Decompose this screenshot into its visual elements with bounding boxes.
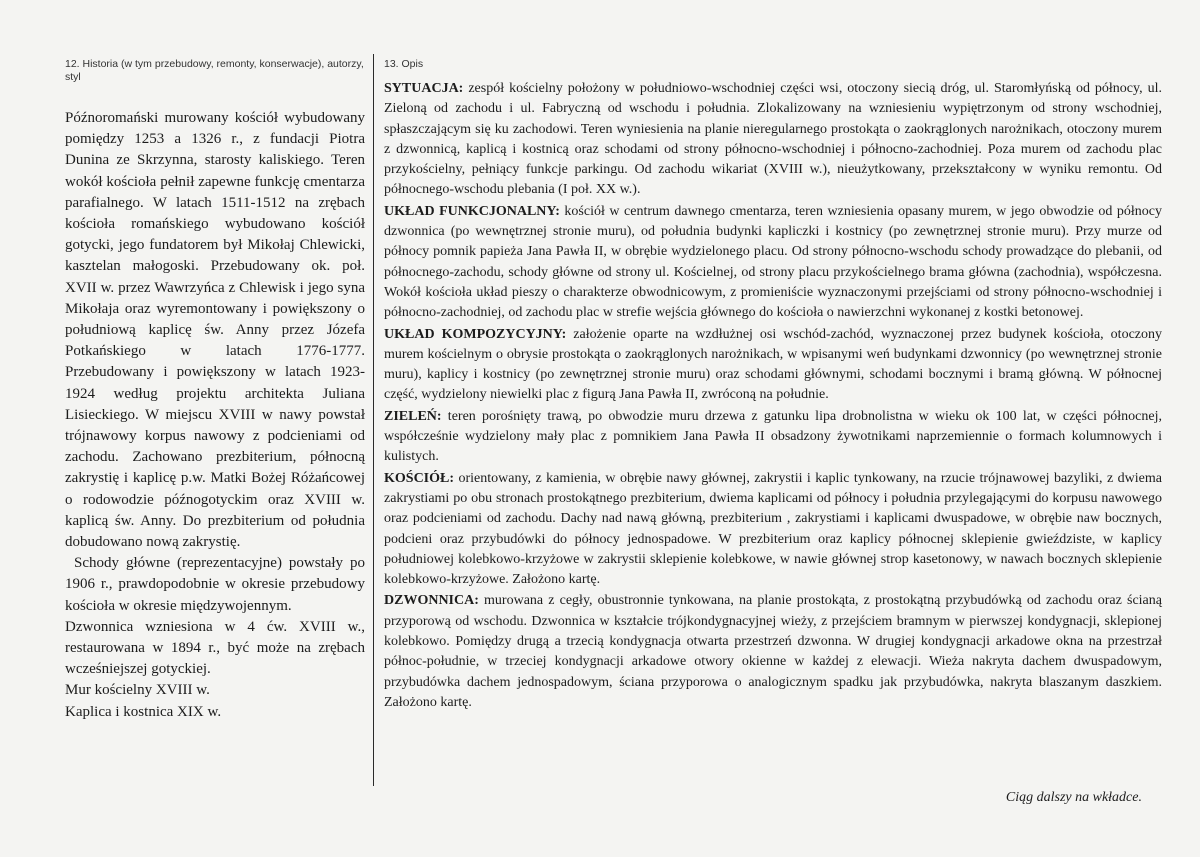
section-label: UKŁAD FUNKCJONALNY:: [384, 203, 560, 219]
history-paragraph-main: Późnoromański murowany kościół wybudowany pomiędzy 1253 a 1326 r., z fundacji Piotra Dunina ze Skrzynna, starosty kaliskiego. Teren wokół kościoła pełnił zapewne funkcję cmentarza parafialnego. W latach 1511-1512 na zrębach kościoła romańskiego wybudowano kościół gotycki, jego fundatorem był Mikołaj Chlewicki, kasztelan małogoski. Przebudowany ok. poł. XVII w. przez Wawrzyńca z Chlewisk i jego syna Mikołaja oraz wyremontowany i powiększony o południową kaplicę św. Anny przez Józefa Potkańskiego w latach 1776-1777. Przebudowany i powiększony w latach 1923-1924 według projektu architekta Juliana Lisieckiego. W miejscu XVIII w nawy powstał trójnawowy korpus nawowy z podcieniami od zachodu. Zachowano prezbiterium, północną zakrystię i kaplicę p.w. Matki Bożej Różańcowej o rodowodzie późnogotyckim oraz XVIII w. kaplicą św. Anny. Do prezbiterium od południa dobudowano nową zakrystię.: [65, 110, 365, 551]
history-paragraph-stairs: Schody główne (reprezentacyjne) powstały po 1906 r., prawdopodobnie w okresie przebudowy kościoła w okresie międzywojennym.: [65, 555, 365, 614]
description-header: 13. Opis: [384, 58, 424, 70]
section-label: SYTUACJA:: [384, 81, 464, 96]
continuation-note: Ciąg dalszy na wkładce.: [1005, 790, 1142, 805]
section-church: [384, 469, 1162, 591]
section-body: założenie oparte na wzdłużnej osi wschód-zachód, wyznaczonej przez budynek kościoła, otoczony murem kościelnym o obrysie prostokąta o zaokrąglonych narożnikach, w wpisanymi weń budynkami dzwonnicy (po wewnętrznej stronie muru), kaplicy i kostnicy (po zewnętrznej stronie muru) oraz schodami głównymi, schodami bocznymi i bramą główną. W północnej część, wydzielony niewielki plac z figurą Jana Pawła II, zwróconą na południe.: [384, 326, 1162, 403]
section-body: zespół kościelny położony w południowo-wschodniej części wsi, otoczony siecią dróg, ul. Staromłyńską od północy, ul. Zieloną od zachodu i ul. Fabryczną od wschodu i południa. Zlokalizowany na wzniesieniu wypiętrzonym od strony wschodniej, spłaszczającym się ku zachodowi. Teren wyniesienia na planie nieregularnego prostokąta o zaokrąglonych narożnikach, otoczony murem z dzwonnicą, kaplicą i kostnicą oraz schodami od strony północno-wschodniej i północno-zachodniej. Poza murem od zachodu plac przykościelny, pełniący funkcje parkingu. Od zachodu wikariat (XVIII w.), nieużytkowany, przekształcony w wyniku remontu. Od północnego-wschodu plebania (I poł. XX w.).: [384, 81, 1162, 198]
section-situation: [384, 79, 1162, 201]
section-belfry: [384, 591, 1162, 713]
section-label: DZWONNICA:: [384, 593, 479, 609]
section-body: teren porośnięty trawą, po obwodzie muru drzewa z gatunku lipa drobnolistna w wieku ok 100 lat, w części północnej, współcześnie wydzielony mały plac z pomnikiem Jana Pawła II obsadzony żywotnikami naprzemiennie o formach kolumnowych i kulistych.: [384, 408, 1162, 465]
section-label: UKŁAD KOMPOZYCYJNY:: [384, 326, 567, 342]
history-paragraph-wall: Mur kościelny XVIII w.: [65, 682, 210, 699]
section-compositional-layout: [384, 325, 1162, 406]
section-label: ZIELEŃ:: [384, 408, 442, 424]
section-label: KOŚCIÓŁ:: [384, 470, 455, 486]
history-header: 12. Historia (w tym przebudowy, remonty, konserwacje), autorzy, styl: [65, 58, 364, 83]
column-divider: [373, 54, 374, 786]
section-body: murowana z cegły, obustronnie tynkowana, na planie prostokąta, z prostokątną przybudówką od zachodu oraz ścianą przyporową od wschodu. Dzwonnica w kształcie trójkondygnacyjnej wieży, z przejściem bramnym w pierwszej kondygnacji, sklepionej kolebkowo. Pomiędzy drugą a trzecią kondygnacja otwarta przestrzeń dzwonna. W drugiej kondygnacji arkadowe okna na przestrzał północ-południe, w trzeciej kondygnacji arkadowe otwory okienne w każdej z elewacji. Wieża nakryta dachem dwuspadowym, przybudówka dachem jednospadowym, ściana przyporowa o analogicznym spadku jak przybudówka, nakryta blaszanym daszkiem. Założono kartę.: [384, 593, 1162, 710]
history-paragraph-chapel: Kaplica i kostnica XIX w.: [65, 703, 222, 720]
history-text: [65, 108, 365, 723]
description-text: [384, 79, 1162, 713]
description-column: [384, 58, 1162, 714]
history-column: [65, 58, 365, 723]
section-functional-layout: [384, 202, 1162, 324]
section-body: orientowany, z kamienia, w obrębie nawy głównej, zakrystii i kaplic tynkowany, na rzucie trójnawowej bazyliki, z dwiema zakrystiami po obu stronach prostokątnego prezbiterium, dwiema kaplicami od północy i południa przylegającymi do korpusu nawowego oraz podcieniami od zachodu. Dachy nad nawą główną, prezbiterium , zakrystiami i kaplicami dwuspadowe, w obrębie naw bocznych, podcieni oraz przybudówki do północy jednospadowe. W prezbiterium oraz kaplicy północnej sklepienie gwieździste, w kaplicy południowej kolebkowo-krzyżowe w zakrystii sklepienie kolebkowe, w nawie głównej strop kasetonowy, w nawach bocznych sklepienie kolebkowo-krzyżowe. Założono kartę.: [384, 470, 1162, 588]
section-body: kościół w centrum dawnego cmentarza, teren wzniesienia opasany murem, w jego obwodzie od północy dzwonnica (po wewnętrznej stronie muru), od południa budynki kapliczki i kostnicy (po zewnętrznej stronie muru). Przy murze od północy pomnik papieża Jana Pawła II, w obrębie wydzielonego placu. Od strony północno-wschodu schody prowadzące do plebanii, od północnego-zachodu, schody główne od strony ul. Kościelnej, od strony placu przykościelnego brama główna (zachodnia), współczesna. Wokół kościoła układ pieszy o charakterze obwodnicowym, z promieniście wyznaczonymi przejściami od strony północno-wschodniej i północno-zachodniej, od zachodu plac w strefie wejścia głównego do kościoła o nawierzchni wykonanej z kostki betonowej.: [384, 203, 1162, 321]
section-greenery: [384, 407, 1162, 468]
history-paragraph-belfry: Dzwonnica wzniesiona w 4 ćw. XVIII w., restaurowana w 1894 r., być może na zrębach wcześniejszej gotyckiej.: [65, 618, 365, 678]
